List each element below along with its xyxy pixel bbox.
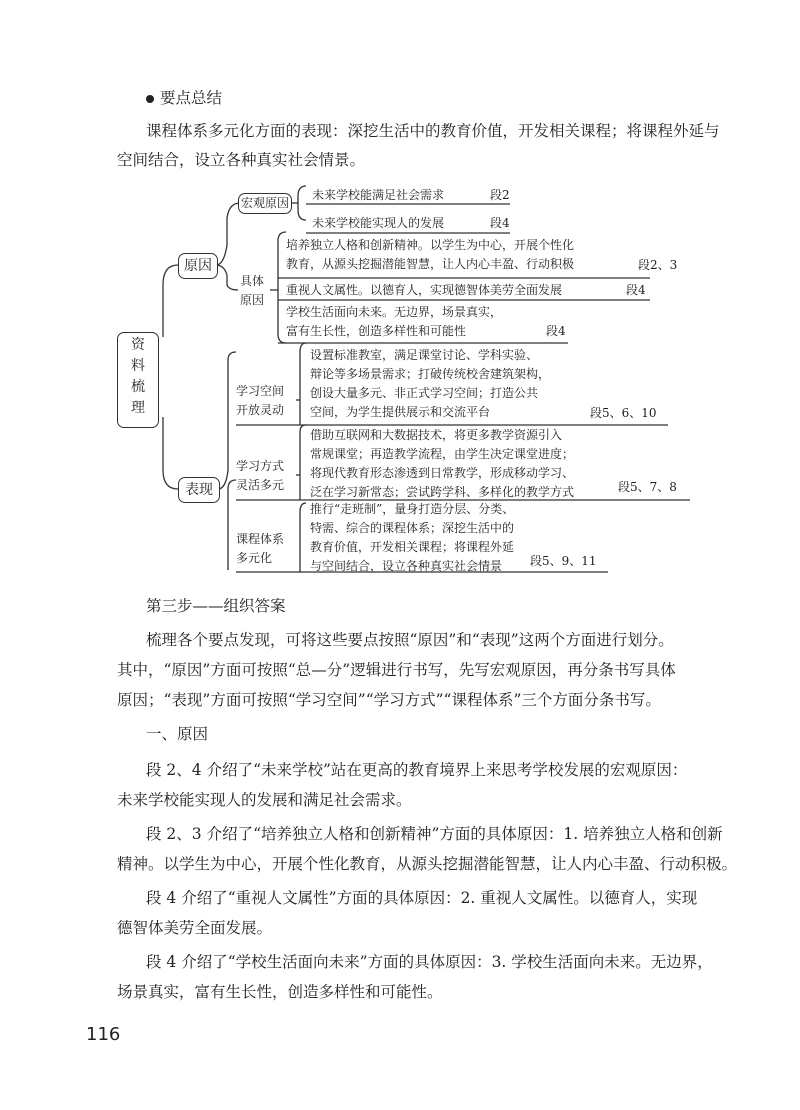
specific-item-2-ref: 段4 [626, 283, 646, 297]
specific-cause-label: 具体 原因 [240, 274, 265, 307]
macro-item-2: 未来学校能实现人的发展 [312, 216, 445, 230]
para-4-line-2: 场景真实，富有生长性，创造多样性和可能性。 [117, 983, 443, 1001]
para-1-line-2: 未来学校能实现人的发展和满足社会需求。 [117, 791, 412, 809]
macro-item-1-ref: 段2 [490, 188, 510, 202]
specific-item-1-ref: 段2、3 [638, 258, 678, 272]
root-node: 资 料 梳 理 [117, 332, 159, 428]
summary-heading: 要点总结 [146, 84, 222, 112]
intro-line-3: 原因；“表现”方面可按照“学习空间”“学习方式”“课程体系”三个方面分条书写。 [117, 691, 661, 709]
perf-group-2-ref: 段5、7、8 [618, 480, 677, 494]
perf-group-1-text: 设置标准教室，满足课堂讨论、学科实验、 辩论等多场景需求；打破传统校舍建筑架构， 创设大量多元、非正式学习空间；打造公共 空间，为学生提供展示和交流平台 [310, 348, 551, 419]
cause-node: 原因 [178, 253, 218, 279]
performance-node: 表现 [178, 477, 220, 503]
summary-line-2: 空间结合，设立各种真实社会情景。 [117, 151, 366, 169]
para-1-line-1: 段 2、4 介绍了“未来学校”站在更高的教育境界上来思考学校发展的宏观原因： [146, 761, 688, 779]
perf-group-3-ref: 段5、9、11 [530, 554, 597, 568]
section-heading: 一、原因 [146, 725, 209, 743]
specific-item-1: 培养独立人格和创新精神。以学生为中心，开展个性化 教育，从源头挖掘潜能智慧，让人内心丰盈、行动积极 [286, 238, 575, 271]
step3-title: 第三步——组织答案 [146, 597, 286, 615]
perf-group-1-ref: 段5、6、10 [590, 406, 657, 420]
macro-cause-node: 宏观原因 [238, 193, 292, 214]
perf-group-1-label: 学习空间 开放灵动 [236, 384, 285, 417]
para-2-line-2: 精神。以学生为中心，开展个性化教育，从源头挖掘潜能智慧，让人内心丰盈、行动积极。 [117, 855, 738, 873]
para-4-line-1: 段 4 介绍了“学校生活面向未来”方面的具体原因：3. 学校生活面向未来。无边界， [146, 953, 713, 971]
specific-item-3-ref: 段4 [546, 324, 566, 338]
macro-item-1: 未来学校能满足社会需求 [312, 188, 445, 202]
perf-group-2-label: 学习方式 灵活多元 [236, 459, 285, 492]
perf-group-3-label: 课程体系 多元化 [236, 532, 285, 565]
perf-group-2-text: 借助互联网和大数据技术，将更多教学资源引入 常规课堂；再造教学流程，由学生决定课堂进度； 将现代教育形态渗透到日常教学，形成移动学习、 泛在学习新常态；尝试跨学科、多样化的教学方式 [310, 428, 575, 499]
intro-line-2: 其中，“原因”方面可按照“总—分”逻辑进行书写，先写宏观原因，再分条书写具体 [117, 661, 676, 679]
page-number: 116 [86, 1024, 121, 1045]
summary-line-1: 课程体系多元化方面的表现：深挖生活中的教育价值，开发相关课程；将课程外延与 [146, 122, 720, 140]
perf-group-3-text: 推行“走班制”，量身打造分层、分类、 特需、综合的课程体系；深挖生活中的 教育价值，开发相关课程；将课程外延 与空间结合，设立各种真实社会情景 [310, 502, 515, 573]
macro-item-2-ref: 段4 [490, 216, 510, 230]
para-3-line-1: 段 4 介绍了“重视人文属性”方面的具体原因：2. 重视人文属性。以德育人，实现 [146, 889, 698, 907]
specific-item-3: 学校生活面向未来。无边界，场景真实， 富有生长性，创造多样性和可能性 [286, 305, 503, 338]
para-3-line-2: 德智体美劳全面发展。 [117, 919, 273, 937]
para-2-line-1: 段 2、3 介绍了“培养独立人格和创新精神”方面的具体原因：1. 培养独立人格和创新 [146, 825, 723, 843]
specific-item-2: 重视人文属性。以德育人，实现德智体美劳全面发展 [286, 283, 563, 297]
intro-line-1: 梳理各个要点发现，可将这些要点按照“原因”和“表现”这两个方面进行划分。 [146, 631, 674, 649]
